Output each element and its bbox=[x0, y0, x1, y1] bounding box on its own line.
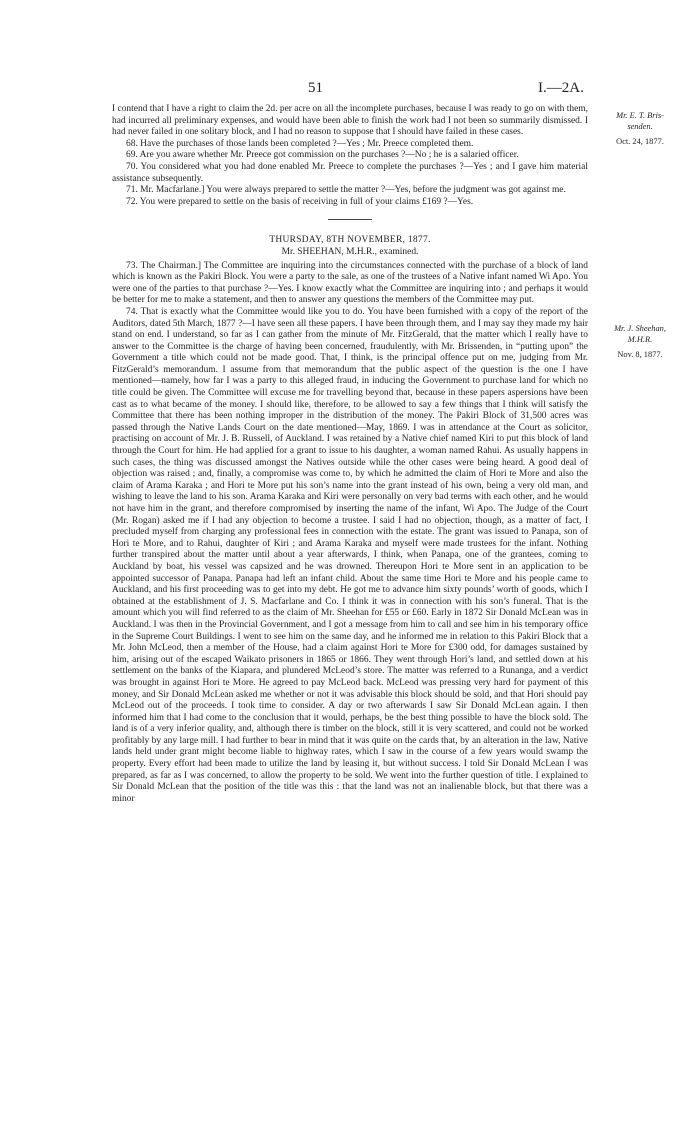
paragraph: 71. Mr. Macfarlane.] You were always prepared to settle the matter ?—Yes, before the judgment was got against me. bbox=[126, 185, 566, 196]
margin-note-sheehan bbox=[590, 324, 690, 361]
paragraph: 70. You considered what you had done enabled Mr. Preece to complete the purchases ?—Yes ; and I gave him material assistance subsequently. bbox=[112, 161, 588, 184]
paragraph: 69. Are you aware whether Mr. Preece got commission on the purchases ?—No ; he is a salaried officer. bbox=[126, 150, 519, 161]
margin-note-brissenden bbox=[590, 111, 690, 148]
document-body bbox=[112, 104, 588, 805]
paragraph: I contend that I have a right to claim the 2d. per acre on all the incomplete purchases, because I was ready to go on with them, had incurred all preliminary expenses, and would have been able to finish the work had I not been so summarily dismissed. I had never failed in one solitary block, and I had no reason to suppose that I should have failed in these cases. bbox=[112, 104, 588, 138]
document-reference: I.—2A. bbox=[538, 80, 584, 96]
margin-note-name: Mr. J. Sheehan, M.H.R. bbox=[614, 324, 666, 344]
date-heading: THURSDAY, 8TH NOVEMBER, 1877. bbox=[269, 235, 431, 246]
margin-note-date: Oct. 24, 1877. bbox=[616, 137, 664, 146]
witness-heading: Mr. SHEEHAN, M.H.R., examined. bbox=[281, 246, 419, 257]
page-header bbox=[0, 80, 700, 100]
margin-note-date: Nov. 8, 1877. bbox=[617, 350, 663, 359]
margin-note-name: Mr. E. T. Bris- senden. bbox=[616, 111, 664, 131]
paragraph: 73. The Chairman.] The Committee are inquiring into the circumstances connected with the purchase of a block of land which is known as the Pakiri Block. You were a party to the sale, as one of the trustees of a Native infant named Wi Apo. You were one of the parties to that purchase ?—Yes. I know exactly what the Committee are inquiring into ; and perhaps it would be better for me to make a statement, and then to answer any questions the members of the Committee may put. bbox=[112, 260, 588, 306]
paragraph: 74. That is exactly what the Committee would like you to do. You have been furnished with a copy of the report of the Auditors, dated 5th March, 1877 ?—I have seen all these papers. I have been through them, and I may say they made my hair stand on end. I understand, so far as I can gather from the minute of Mr. FitzGerald, that the matter which I really have to answer to the Committee is the charge of having been concerned, fraudulently, with Mr. Brissenden, in “putting upon” the Government a title which could not be made good. That, I think, is the principal offence put on me, judging from Mr. FitzGerald’s memorandum. I assume from that memorandum that the public aspect of the question is the one I have mentioned—namely, how far I was a party to this alleged fraud, in inducing the Government to purchase land for which no title could be given. The Committee will excuse me for travelling beyond that, because in these papers aspersions have been cast as to what became of the money. I should like, therefore, to be allowed to say a few things that I think will satisfy the Committee that there has been nothing improper in the distribution of the money. The Pakiri Block of 31,500 acres was passed through the Native Lands Court on the date mentioned—May, 1869. I was in attendance at the Court as solicitor, practising on account of Mr. J. B. Russell, of Auckland. I was retained by a Native chief named Kiri to put this block of land through the Court for him. He had applied for a grant to issue to his daughter, a woman named Rahui. As usually happens in such cases, the thing was discussed amongst the Natives outside while the other cases were being heard. A good deal of objection was raised ; and, finally, a compromise was come to, by which he admitted the claim of Hori te More and also the claim of Arama Karaka ; and Hori te More put his son’s name into the grant instead of his own, being a very old man, and wishing to leave the land to his son. Arama Karaka and Kiri were personally on very bad terms with each other, and he would not have him in the grant, and therefore compromised by inserting the name of the infant, Wi Apo. The Judge of the Court (Mr. Rogan) asked me if I had any objection to become a trustee. I said I had no objection, though, as a matter of fact, I precluded myself from charging any professional fees in connection with the estate. The grant was issued to Panapa, son of Hori te More, and to Rahui, daughter of Kiri ; and Arama Karaka and myself were made trustees for the infant. Nothing further transpired about the matter until about a year afterwards, I think, when Panapa, one of the grantees, coming to Auckland by boat, his vessel was capsized and he was drowned. Thereupon Hori te More sent in an application to be appointed successor of Panapa. Panapa had left an infant child. About the same time Hori te More and his people came to Auckland, and his first proceeding was to get into my debt. He got me to advance him sixty pounds’ worth of goods, which I obtained at the establishment of J. S. Macfarlane and Co. I think it was in connection with his son’s funeral. That is the amount which you will find referred to as the claim of Mr. Sheehan for £55 or £60. Early in 1872 Sir Donald McLean was in Auckland. I was then in the Provincial Government, and I got a message from him to call and see him in his temporary office in the Supreme Court Buildings. I went to see him on the same day, and he informed me in relation to this Pakiri Block that a Mr. John McLeod, then a member of the House, had a claim against Hori te More for £300 odd, for damages sustained by him, arising out of the escaped Waikato prisoners in 1865 or 1866. They went through Hori’s land, and settled down at his settlement on the banks of the Kiapara, and plundered McLeod’s store. The matter was referred to a Runanga, and a verdict was brought in against Hori te More. He agreed to pay McLeod back. McLeod was pressing very hard for payment of this money, and Sir Donald McLean asked me whether or not it was advisable this block should be sold, and that Hori should pay McLeod out of the proceeds. I took time to consider. A day or two afterwards I saw Sir Donald McLean again. I then informed him that I had come to the conclusion that it would, perhaps, be the best thing possible to have the block sold. The land is of a very inferior quality, and, although there is timber on the block, still it is very scattered, and could not be worked profitably by any large mill. I had further to bear in mind that it was quite on the cards that, by an alteration in the law, Native lands held under grant might become liable to highway rates, which I saw in the course of a few years would swamp the property. Every effort had been made to utilize the land by leasing it, but without success. I told Sir Donald McLean I was prepared, as far as I was concerned, to allow the property to be sold. We went into the further question of title. I explained to Sir Donald McLean that the position of the title was this : that the land was not an inalienable block, but that there was a minor bbox=[112, 306, 588, 804]
paragraph: 68. Have the purchases of those lands been completed ?—Yes ; Mr. Preece completed them. bbox=[126, 138, 474, 149]
section-divider bbox=[112, 208, 588, 231]
paragraph: 72. You were prepared to settle on the basis of receiving in full of your claims £169 ?—Yes. bbox=[126, 196, 474, 207]
page-number: 51 bbox=[308, 80, 323, 96]
